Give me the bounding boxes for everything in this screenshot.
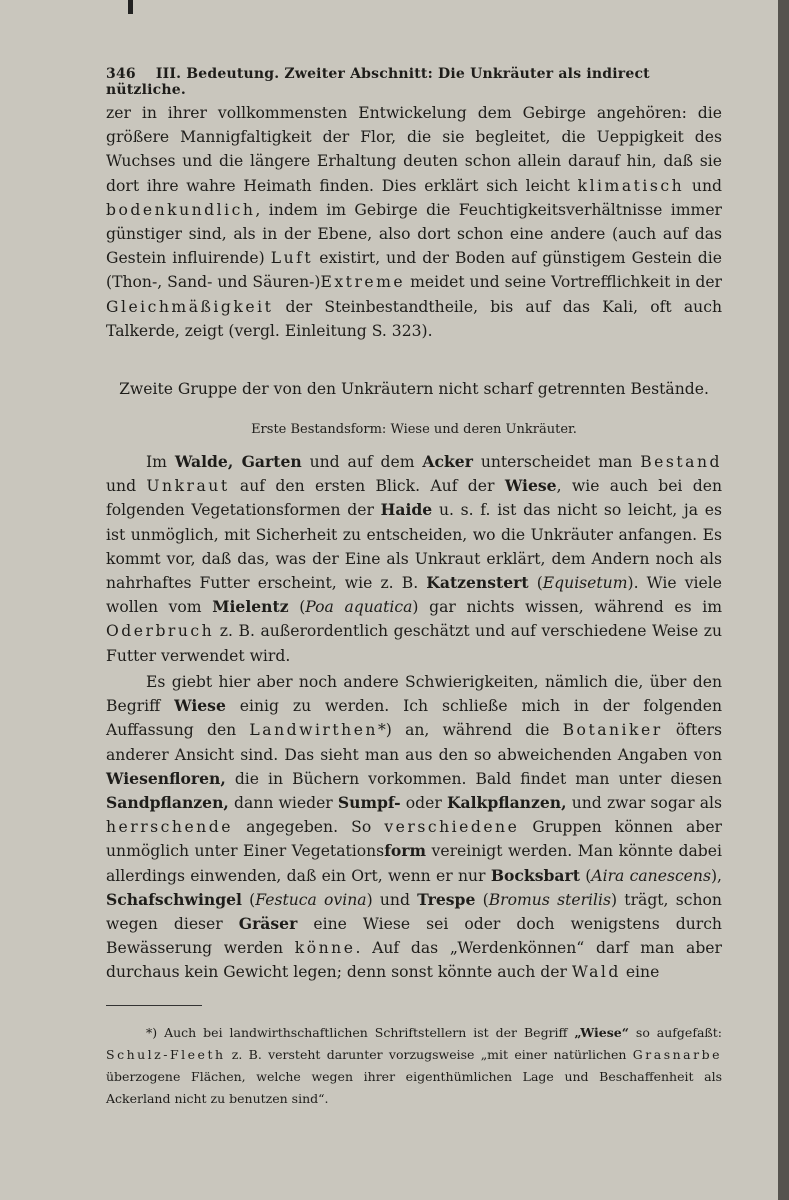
latin-name: Poa aquatica — [305, 598, 413, 617]
text-run: angegeben. So — [232, 818, 385, 837]
text-run: und zwar sogar als — [566, 794, 722, 813]
bold-term: Katzenstert — [426, 573, 529, 593]
paragraph-3 — [106, 670, 722, 985]
text-run: Gruppen können aber unmöglich unter Einer Vegetations — [106, 818, 722, 861]
spaced-text: Landwirthen — [249, 721, 378, 740]
text-run: vereinigt werden. Man könnte dabei allerdings einwenden, daß ein Ort, wenn er nur — [106, 842, 723, 885]
bold-term: Wiesenfloren, — [106, 768, 226, 788]
text-run: ) gar nichts wissen, während es im — [412, 598, 722, 617]
running-title: III. Bedeutung. Zweiter Abschnitt: Die Unkräuter als indirect nützliche. — [106, 66, 650, 98]
text-run: und — [684, 176, 722, 195]
text-run: ( — [288, 598, 306, 617]
spaced-text: bodenkundlich — [106, 200, 256, 219]
bold-term: Walde, Garten — [174, 452, 302, 471]
paragraph-2 — [106, 450, 722, 668]
text-run: Es giebt hier aber noch andere Schwierigkeiten, nämlich die, über den Begriff — [106, 673, 722, 716]
latin-name: Bromus sterilis — [488, 890, 611, 909]
spaced-text: Extreme — [320, 273, 406, 292]
bold-term: Acker — [422, 452, 473, 471]
text-run: öfters anderer Ansicht sind. Das sieht man aus den so abweichenden Angaben von — [106, 721, 722, 764]
text-run: z. B. versteht darunter vorzugsweise „mit einer natürlichen — [225, 1047, 633, 1062]
latin-name: Festuca ovina — [255, 890, 367, 909]
page-edge-shadow — [778, 0, 789, 1200]
text-run: dann wieder — [228, 794, 338, 813]
spaced-text: Grasnarbe — [632, 1047, 722, 1062]
spaced-text: klimatisch — [577, 176, 685, 195]
spaced-text: Schulz-Fleeth — [106, 1047, 226, 1062]
section-heading: Erste Bestandsform: Wiese und deren Unkräuter. — [251, 422, 577, 437]
text-run: ), — [710, 866, 722, 885]
text-run: die in Büchern vorkommen. Bald findet man unter diesen — [225, 769, 722, 788]
text-run: *) Auch bei landwirthschaftlichen Schriftstellern ist der Begriff — [146, 1025, 575, 1040]
bold-term: Schafschwingel — [106, 889, 242, 909]
text-run: einig zu werden. Ich schließe mich in der folgenden Auffassung den — [106, 697, 722, 740]
bold-term: Gräser — [238, 914, 298, 934]
bold-term: Sandpflanzen, — [106, 793, 229, 813]
footnote-rule — [106, 1005, 202, 1006]
text-run: u. s. f. ist das nicht so leicht, ja es ist unmöglich, mit Sicherheit zu entscheiden, wo die Unkräuter anfangen. Es kommt vor, daß das, was der Eine als Unkraut erklärt, dem Andern noch als nahrhaftes Futter erscheint, wie z. B. — [106, 501, 722, 593]
text-run: und auf dem — [301, 453, 423, 471]
bold-term: Haide — [380, 500, 433, 520]
text-run: ( — [528, 574, 543, 593]
spaced-text: Botaniker — [562, 721, 663, 740]
text-run: , indem im Gebirge die Feuchtigkeitsverhältnisse immer günstiger sind, als in der Ebene, also dort schon eine andere (auch auf das Gestein influirende) — [106, 200, 722, 268]
bold-term: Sumpf- — [337, 793, 401, 813]
text-run: ( — [241, 890, 256, 909]
spaced-text: Oderbruch — [106, 622, 215, 641]
text-run: eine Wiese sei oder doch wenigstens durch Bewässerung werden — [106, 915, 722, 958]
bold-term: Wiese — [504, 476, 557, 496]
text-run: Im — [146, 453, 175, 471]
text-run: ( — [579, 866, 592, 885]
text-run: ) trägt, schon wegen dieser — [106, 890, 722, 934]
bold-term: Wiese — [174, 696, 226, 716]
bold-term: Trespe — [417, 889, 476, 909]
ink-speck — [128, 0, 133, 14]
bold-term: Mielentz — [212, 597, 289, 617]
bold-term: form — [384, 841, 427, 861]
text-run: der Steinbestandtheile, bis auf das Kali, oft auch Talkerde, zeigt (vergl. Einleitung S. 323). — [106, 297, 722, 340]
text-run: so aufgefaßt: — [628, 1025, 722, 1040]
page-number: 346 — [106, 66, 136, 82]
group-heading: Zweite Gruppe der von den Unkräutern nicht scharf getrennten Bestände. — [119, 380, 709, 398]
text-run: überzogene Flächen, welche wegen ihrer eigenthümlichen Lage und Beschaffenheit als Ackerland nicht zu benutzen sind“. — [106, 1069, 722, 1106]
text-run: ) und — [366, 890, 418, 909]
text-run: ( — [475, 890, 489, 909]
spaced-text: könne — [294, 939, 356, 958]
paragraph-1 — [106, 101, 722, 343]
text-run: existirt, und der Boden auf günstigem Gestein die (Thon-, Sand- und Säuren-) — [106, 249, 723, 292]
text-run: unterscheidet man — [472, 453, 641, 471]
bold-term: Bocksbart — [490, 865, 580, 885]
text-run: eine — [620, 963, 660, 982]
text-run: zer in ihrer vollkommensten Entwickelung dem Gebirge angehören: die größere Mannigfaltigkeit der Flor, die sie begleitet, die Ueppigkeit des Wuchses und die längere Erhaltung deuten schon allein darauf hin, daß sie dort ihre wahre Heimath finden. Dies erklärt sich leicht — [106, 104, 722, 195]
spaced-text: Gleichmäßigkeit — [106, 297, 274, 316]
spaced-text: Luft — [270, 249, 314, 268]
text-run: und — [106, 477, 147, 496]
running-header — [106, 66, 706, 98]
text-run: auf den ersten Blick. Auf der — [229, 477, 505, 496]
text-run: *) an, während die — [377, 721, 563, 740]
spaced-text: verschiedene — [384, 818, 520, 837]
footnote — [106, 1022, 722, 1110]
spaced-text: Bestand — [640, 453, 722, 471]
bold-term: „Wiese“ — [574, 1025, 629, 1040]
text-run: oder — [400, 794, 447, 813]
spaced-text: Wald — [571, 963, 621, 982]
spaced-text: Unkraut — [146, 477, 230, 496]
text-run: z. B. außerordentlich geschätzt und auf verschiedene Weise zu Futter verwendet wird. — [106, 622, 722, 665]
spaced-text: herrschende — [106, 818, 233, 837]
text-run: . Auf das „Werdenkönnen“ darf man aber durchaus kein Gewicht legen; denn sonst könnte auch der — [106, 939, 722, 982]
text-run: , wie auch bei den folgenden Vegetationsformen der — [106, 477, 723, 520]
text-run: meidet und seine Vortrefflichkeit in der — [405, 273, 723, 292]
latin-name: Aira canescens — [591, 866, 711, 885]
bold-term: Kalkpflanzen, — [446, 793, 567, 813]
text-run: ). Wie viele wollen vom — [106, 574, 722, 617]
latin-name: Equisetum — [542, 574, 628, 593]
